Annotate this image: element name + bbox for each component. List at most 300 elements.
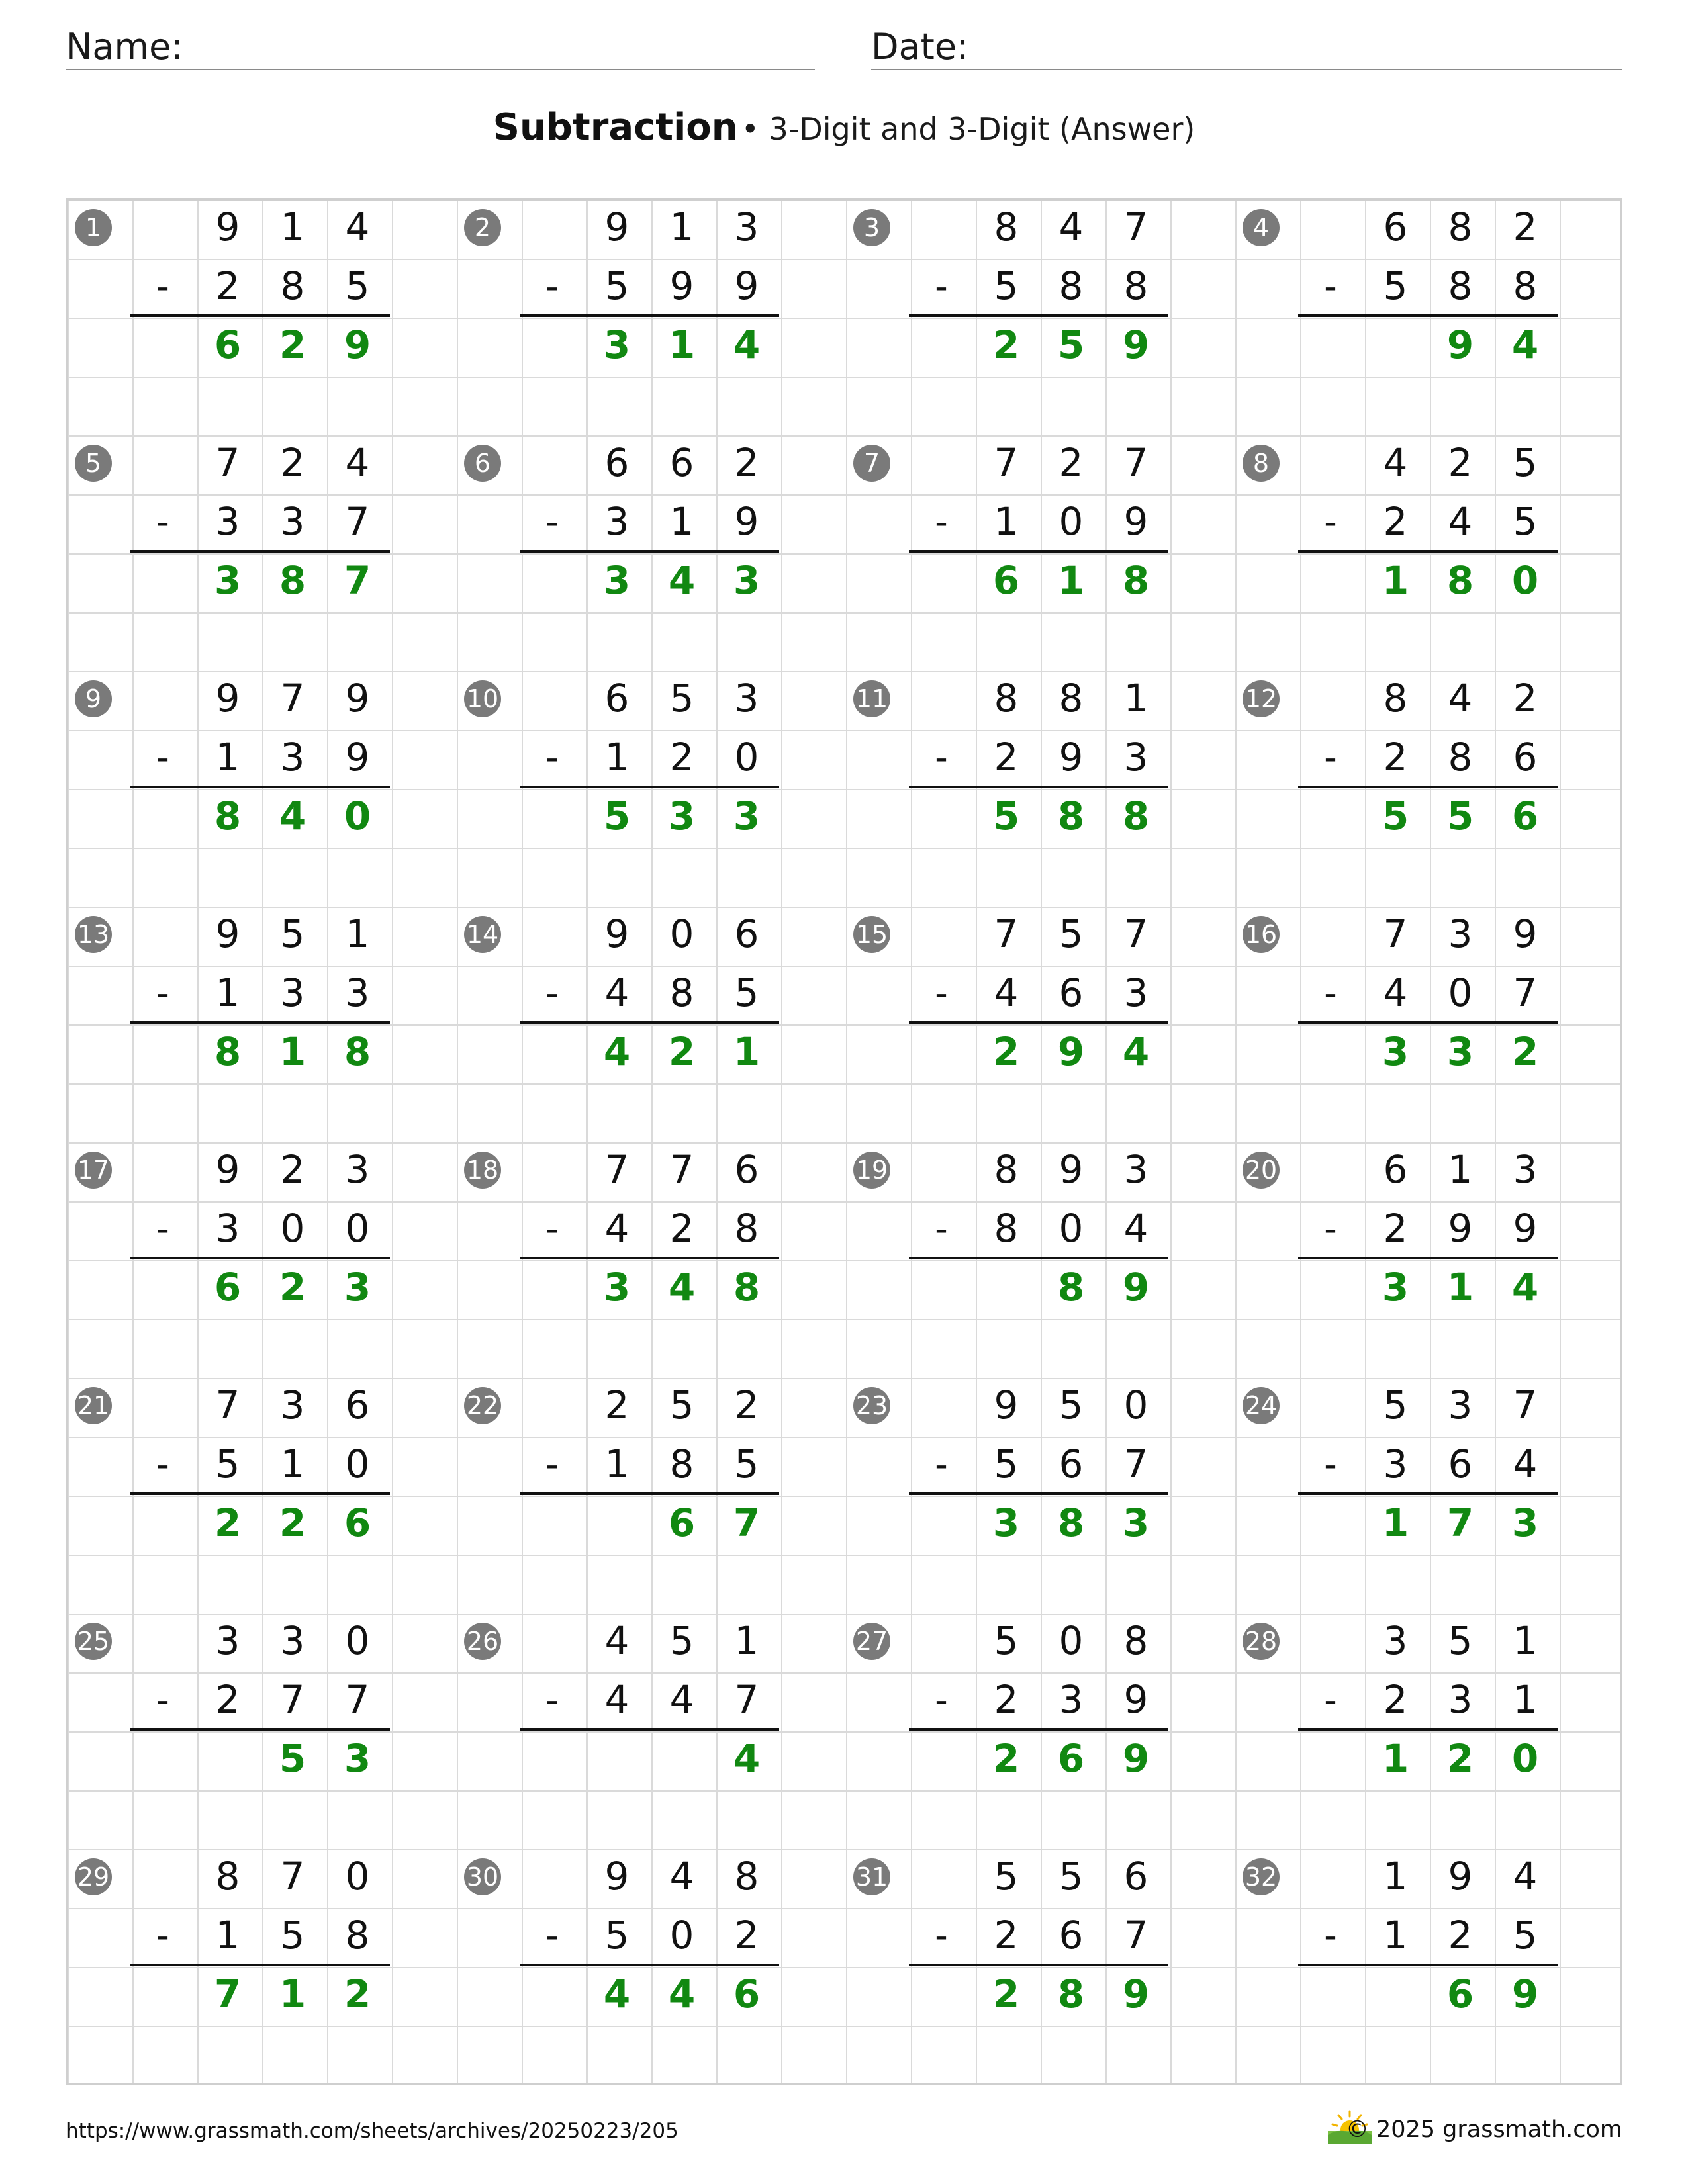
answer-digit: 6 (668, 1500, 696, 1545)
answer-digit: 4 (1511, 322, 1539, 367)
subtrahend-digit: 3 (1123, 735, 1149, 780)
answer-digit: 9 (1057, 1029, 1085, 1074)
answer-digit: 5 (1057, 322, 1085, 367)
answer-digit: 3 (214, 558, 242, 603)
subtrahend (585, 492, 779, 551)
subtrahend-digit: 3 (280, 970, 305, 1015)
problem-10 (455, 669, 844, 905)
problem-27 (844, 1612, 1233, 1847)
answer-digit (585, 1494, 649, 1553)
answer-digit (1363, 1965, 1428, 2024)
minuend-digit: 7 (994, 911, 1019, 956)
minuend-digit: 5 (280, 911, 305, 956)
subtrahend-digit: 5 (280, 1913, 305, 1958)
problem-25 (66, 1612, 455, 1847)
title-main: Subtraction (492, 106, 738, 149)
problem-5 (66, 433, 455, 669)
answer (974, 1494, 1168, 1553)
minuend-digit: 9 (215, 205, 240, 250)
answer-digit: 3 (1382, 1265, 1409, 1310)
subtrahend-digit: 0 (734, 735, 759, 780)
minus-sign: - (1324, 737, 1337, 778)
subtrahend (974, 257, 1168, 316)
minuend-digit: 5 (669, 1618, 694, 1663)
minuend-digit: 8 (994, 676, 1019, 721)
subtrahend-digit: 0 (669, 1913, 694, 1958)
answer-digit: 8 (1057, 794, 1085, 839)
problem-number-badge: 31 (853, 1858, 890, 1895)
answer-digit: 5 (603, 794, 631, 839)
minuend-digit: 9 (1058, 1147, 1084, 1192)
answer-digit: 4 (1511, 1265, 1539, 1310)
problem-number-badge: 24 (1243, 1387, 1280, 1424)
subtrahend (585, 1670, 779, 1729)
minuend-digit: 5 (669, 676, 694, 721)
answer-digit (974, 1258, 1039, 1317)
minuend-digit: 6 (604, 676, 630, 721)
minuend (195, 1140, 390, 1199)
answer-digit: 9 (344, 322, 371, 367)
minuend-digit: 8 (1448, 205, 1473, 250)
answer-digit: 4 (1122, 1029, 1150, 1074)
subtrahend-digit: 9 (1123, 499, 1149, 544)
subtrahend-digit: 2 (994, 735, 1019, 780)
answer-digit: 4 (668, 1972, 696, 2017)
minus-sign: - (156, 265, 169, 307)
problem-3 (844, 198, 1233, 433)
page-title (0, 106, 1688, 149)
answer (195, 316, 390, 375)
answer-digit: 3 (733, 794, 761, 839)
minuend-digit: 2 (280, 1147, 305, 1192)
subtrahend-digit: 4 (604, 1677, 630, 1722)
subtrahend (585, 728, 779, 787)
subtrahend-digit: 0 (1058, 499, 1084, 544)
minuend-digit: 3 (1123, 1147, 1149, 1192)
answer-digit: 1 (279, 1972, 306, 2017)
subtrahend-digit: 1 (604, 735, 630, 780)
answer (585, 1023, 779, 1081)
problem-number-badge: 19 (853, 1152, 890, 1189)
answer-digit: 8 (733, 1265, 761, 1310)
minuend-digit: 0 (345, 1854, 370, 1899)
problem-number-badge: 3 (853, 209, 890, 246)
minuend-digit: 3 (1448, 1383, 1473, 1428)
answer (585, 316, 779, 375)
answer (195, 1965, 390, 2024)
problem-number-badge: 2 (464, 209, 501, 246)
minuend-digit: 7 (280, 1854, 305, 1899)
minuend-digit: 2 (734, 440, 759, 485)
problem-6 (455, 433, 844, 669)
problem-21 (66, 1376, 455, 1612)
subtrahend-digit: 3 (1058, 1677, 1084, 1722)
answer-digit: 2 (344, 1972, 371, 2017)
minuend-digit: 4 (345, 440, 370, 485)
minuend (1363, 669, 1558, 728)
minus-sign: - (1324, 1915, 1337, 1956)
answer-digit: 4 (668, 558, 696, 603)
answer-digit: 0 (344, 794, 371, 839)
answer-digit: 1 (1382, 1736, 1409, 1781)
minus-sign: - (156, 1679, 169, 1721)
minuend-digit: 7 (1123, 911, 1149, 956)
subtrahend (195, 964, 390, 1023)
problem-number-badge: 10 (464, 680, 501, 717)
minuend (585, 1376, 779, 1435)
minus-sign: - (545, 1443, 559, 1485)
subtrahend (1363, 1670, 1558, 1729)
answer-digit: 7 (214, 1972, 242, 2017)
subtrahend-digit: 9 (345, 735, 370, 780)
answer-digit: 6 (992, 558, 1020, 603)
subtrahend-digit: 8 (1058, 263, 1084, 308)
minuend-digit: 7 (1123, 205, 1149, 250)
minuend-digit: 9 (994, 1383, 1019, 1428)
subtrahend-digit: 3 (215, 1206, 240, 1251)
subtrahend-digit: 4 (994, 970, 1019, 1015)
subtrahend-digit: 1 (215, 970, 240, 1015)
problem-number-badge: 25 (75, 1623, 112, 1660)
subtrahend-digit: 0 (1448, 970, 1473, 1015)
answer-digit (1363, 316, 1428, 375)
problem-number-badge: 13 (75, 916, 112, 953)
subtrahend (974, 1435, 1168, 1494)
minuend (974, 1140, 1168, 1199)
subtrahend (1363, 1435, 1558, 1494)
answer-digit: 3 (1446, 1029, 1474, 1074)
minuend-digit: 1 (280, 205, 305, 250)
answer-digit: 3 (603, 1265, 631, 1310)
minuend (974, 1376, 1168, 1435)
answer-digit: 9 (1122, 1265, 1150, 1310)
subtrahend-digit: 7 (345, 499, 370, 544)
minuend-digit: 2 (1058, 440, 1084, 485)
subtrahend-digit: 8 (734, 1206, 759, 1251)
minuend-digit: 1 (345, 911, 370, 956)
minuend (1363, 433, 1558, 492)
minus-sign: - (545, 1679, 559, 1721)
problem-number-badge: 4 (1243, 209, 1280, 246)
subtrahend (1363, 964, 1558, 1023)
problem-number-badge: 1 (75, 209, 112, 246)
subtrahend-digit: 4 (1383, 970, 1408, 1015)
problem-number-badge: 28 (1243, 1623, 1280, 1660)
subtrahend-digit: 5 (604, 1913, 630, 1958)
subtrahend-digit: 7 (734, 1677, 759, 1722)
subtrahend-digit: 3 (1448, 1677, 1473, 1722)
minuend (585, 198, 779, 257)
problem-17 (66, 1140, 455, 1376)
subtrahend (195, 257, 390, 316)
minuend-digit: 5 (1448, 1618, 1473, 1663)
answer-digit: 7 (344, 558, 371, 603)
subtrahend-digit: 8 (669, 970, 694, 1015)
problem-number-badge: 23 (853, 1387, 890, 1424)
answer-digit: 2 (1446, 1736, 1474, 1781)
minuend-digit: 1 (669, 205, 694, 250)
problem-15 (844, 905, 1233, 1140)
subtrahend-digit: 0 (345, 1441, 370, 1486)
minuend (974, 433, 1168, 492)
subtrahend-digit: 0 (1058, 1206, 1084, 1251)
subtrahend-digit: 6 (1058, 970, 1084, 1015)
subtrahend-digit: 2 (669, 1206, 694, 1251)
minuend (1363, 1612, 1558, 1670)
subtrahend-digit: 8 (1513, 263, 1538, 308)
minuend (585, 1612, 779, 1670)
minus-sign: - (935, 1915, 948, 1956)
answer (1363, 551, 1558, 610)
minuend-digit: 7 (604, 1147, 630, 1192)
answer-digit: 6 (733, 1972, 761, 2017)
problem-2 (455, 198, 844, 433)
answer-digit: 5 (1446, 794, 1474, 839)
subtrahend-digit: 2 (734, 1913, 759, 1958)
name-label: Name: (66, 26, 183, 68)
problem-number-badge: 5 (75, 445, 112, 482)
problem-32 (1233, 1847, 1622, 2083)
problem-8 (1233, 433, 1622, 669)
minuend-digit: 9 (604, 1854, 630, 1899)
subtrahend-digit: 1 (604, 1441, 630, 1486)
answer-digit: 8 (214, 794, 242, 839)
answer-digit: 8 (1122, 558, 1150, 603)
minuend-digit: 8 (994, 1147, 1019, 1192)
answer-digit: 8 (1057, 1500, 1085, 1545)
minuend-digit: 9 (604, 911, 630, 956)
subtrahend-digit: 2 (669, 735, 694, 780)
answer-digit: 8 (1122, 794, 1150, 839)
minuend-digit: 9 (604, 205, 630, 250)
minuend (974, 198, 1168, 257)
minuend-digit: 1 (1448, 1147, 1473, 1192)
subtrahend-digit: 9 (1513, 1206, 1538, 1251)
problem-13 (66, 905, 455, 1140)
problem-23 (844, 1376, 1233, 1612)
minuend-digit: 3 (1448, 911, 1473, 956)
answer-digit: 8 (214, 1029, 242, 1074)
answer-digit: 6 (344, 1500, 371, 1545)
subtrahend-digit: 3 (1383, 1441, 1408, 1486)
answer (585, 1965, 779, 2024)
answer-digit: 4 (603, 1972, 631, 2017)
subtrahend-digit: 1 (1383, 1913, 1408, 1958)
answer (585, 787, 779, 846)
answer-digit: 3 (344, 1736, 371, 1781)
problem-number-badge: 14 (464, 916, 501, 953)
problem-19 (844, 1140, 1233, 1376)
subtrahend-digit: 6 (1513, 735, 1538, 780)
problem-30 (455, 1847, 844, 2083)
subtrahend-digit: 4 (1513, 1441, 1538, 1486)
subtrahend-digit: 3 (280, 499, 305, 544)
subtrahend-digit: 5 (1383, 263, 1408, 308)
answer-digit: 1 (733, 1029, 761, 1074)
minuend-digit: 8 (994, 205, 1019, 250)
minus-sign: - (1324, 1679, 1337, 1721)
minus-sign: - (935, 265, 948, 307)
answer (1363, 1258, 1558, 1317)
answer (974, 787, 1168, 846)
subtrahend (585, 964, 779, 1023)
answer-digit: 4 (668, 1265, 696, 1310)
answer-digit: 3 (992, 1500, 1020, 1545)
answer-digit: 0 (1511, 558, 1539, 603)
minuend (974, 669, 1168, 728)
subtrahend-digit: 2 (994, 1913, 1019, 1958)
subtrahend-digit: 5 (734, 970, 759, 1015)
answer-digit: 1 (279, 1029, 306, 1074)
minuend-digit: 5 (1513, 440, 1538, 485)
answer-digit: 7 (733, 1500, 761, 1545)
subtrahend (585, 1906, 779, 1965)
answer (974, 1258, 1168, 1317)
minuend-digit: 7 (1123, 440, 1149, 485)
subtrahend (1363, 257, 1558, 316)
minuend-digit: 9 (215, 911, 240, 956)
minus-sign: - (156, 501, 169, 543)
answer-digit: 8 (1057, 1972, 1085, 2017)
minuend-digit: 1 (734, 1618, 759, 1663)
minuend-digit: 5 (994, 1618, 1019, 1663)
answer (974, 316, 1168, 375)
minuend-digit: 2 (1448, 440, 1473, 485)
answer-digit: 8 (344, 1029, 371, 1074)
minus-sign: - (545, 265, 559, 307)
minuend-digit: 3 (280, 1618, 305, 1663)
answer-digit: 2 (668, 1029, 696, 1074)
subtrahend-digit: 6 (1058, 1913, 1084, 1958)
minuend-digit: 3 (734, 205, 759, 250)
problem-9 (66, 669, 455, 905)
answer (585, 551, 779, 610)
subtrahend (1363, 492, 1558, 551)
subtrahend (974, 1199, 1168, 1258)
minuend-digit: 5 (1058, 1854, 1084, 1899)
answer-digit: 6 (214, 322, 242, 367)
minuend-digit: 0 (1058, 1618, 1084, 1663)
problem-number-badge: 6 (464, 445, 501, 482)
answer-digit (195, 1729, 260, 1788)
problem-number-badge: 16 (1243, 916, 1280, 953)
minuend-digit: 3 (1513, 1147, 1538, 1192)
minuend-digit: 4 (345, 205, 370, 250)
minus-sign: - (156, 1208, 169, 1250)
problem-31 (844, 1847, 1233, 2083)
problem-24 (1233, 1376, 1622, 1612)
subtrahend (195, 728, 390, 787)
answer-digit: 1 (1382, 558, 1409, 603)
problem-number-badge: 7 (853, 445, 890, 482)
answer-digit: 3 (668, 794, 696, 839)
minuend-digit: 9 (345, 676, 370, 721)
minuend-digit: 4 (1058, 205, 1084, 250)
minuend (1363, 198, 1558, 257)
minuend (585, 669, 779, 728)
subtrahend (1363, 1199, 1558, 1258)
minus-sign: - (156, 737, 169, 778)
problem-number-badge: 26 (464, 1623, 501, 1660)
minus-sign: - (1324, 501, 1337, 543)
minuend-digit: 6 (734, 911, 759, 956)
minus-sign: - (935, 1443, 948, 1485)
subtrahend-digit: 4 (1123, 1206, 1149, 1251)
subtrahend-digit: 5 (215, 1441, 240, 1486)
subtrahend-digit: 1 (280, 1441, 305, 1486)
minuend-digit: 3 (734, 676, 759, 721)
answer-digit: 1 (1382, 1500, 1409, 1545)
subtrahend-digit: 1 (669, 499, 694, 544)
subtrahend-digit: 1 (215, 1913, 240, 1958)
problem-number-badge: 11 (853, 680, 890, 717)
minus-sign: - (935, 737, 948, 778)
subtrahend-digit: 7 (1123, 1441, 1149, 1486)
name-field[interactable] (66, 25, 815, 70)
problem-4 (1233, 198, 1622, 433)
problem-14 (455, 905, 844, 1140)
answer-digit (585, 1729, 649, 1788)
minuend-digit: 5 (1383, 1383, 1408, 1428)
subtrahend (195, 1199, 390, 1258)
minus-sign: - (935, 1208, 948, 1250)
subtrahend-digit: 3 (1123, 970, 1149, 1015)
subtrahend-digit: 6 (1058, 1441, 1084, 1486)
answer-digit: 3 (603, 558, 631, 603)
answer (195, 1729, 390, 1788)
minuend (195, 433, 390, 492)
minuend-digit: 2 (1513, 205, 1538, 250)
minuend-digit: 3 (280, 1383, 305, 1428)
minuend-digit: 9 (215, 1147, 240, 1192)
minuend-digit: 2 (1513, 676, 1538, 721)
minuend (195, 1847, 390, 1906)
minuend-digit: 7 (215, 1383, 240, 1428)
date-field[interactable] (871, 25, 1622, 70)
minuend (195, 198, 390, 257)
problem-11 (844, 669, 1233, 905)
subtrahend-digit: 9 (669, 263, 694, 308)
problem-number-badge: 18 (464, 1152, 501, 1189)
subtrahend-digit: 8 (280, 263, 305, 308)
minuend-digit: 1 (1513, 1618, 1538, 1663)
problem-number-badge: 22 (464, 1387, 501, 1424)
answer-digit: 6 (1446, 1972, 1474, 2017)
subtrahend-digit: 0 (345, 1206, 370, 1251)
minus-sign: - (935, 501, 948, 543)
subtrahend-digit: 6 (1448, 1441, 1473, 1486)
minus-sign: - (935, 972, 948, 1014)
answer-digit: 2 (214, 1500, 242, 1545)
minuend (585, 1847, 779, 1906)
minus-sign: - (1324, 972, 1337, 1014)
subtrahend-digit: 8 (1448, 263, 1473, 308)
subtrahend (195, 1435, 390, 1494)
answer-digit (649, 1729, 714, 1788)
subtrahend (585, 1435, 779, 1494)
subtrahend-digit: 3 (604, 499, 630, 544)
answer-digit: 3 (733, 558, 761, 603)
minuend-digit: 6 (734, 1147, 759, 1192)
answer-digit: 4 (733, 322, 761, 367)
answer-digit: 1 (1446, 1265, 1474, 1310)
minuend (195, 1376, 390, 1435)
subtrahend-digit: 5 (1513, 499, 1538, 544)
minuend-digit: 5 (994, 1854, 1019, 1899)
answer-digit: 3 (1122, 1500, 1150, 1545)
subtrahend-digit: 7 (1123, 1913, 1149, 1958)
problem-22 (455, 1376, 844, 1612)
